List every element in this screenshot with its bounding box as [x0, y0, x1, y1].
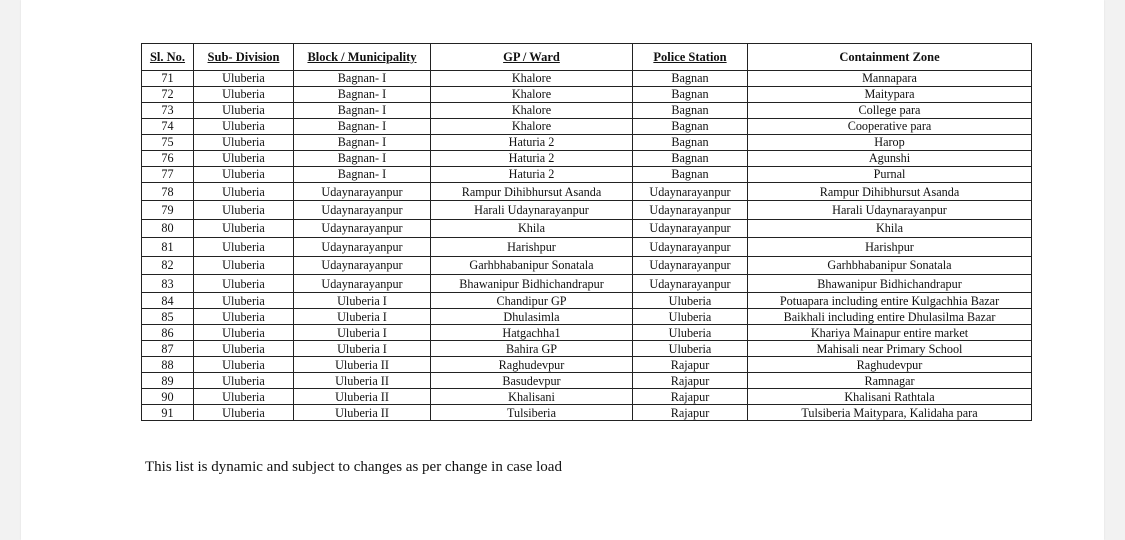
- cell-sub-division: Uluberia: [194, 373, 294, 389]
- cell-sub-division: Uluberia: [194, 119, 294, 135]
- cell-block: Bagnan- I: [294, 151, 431, 167]
- cell-containment-zone: Mannapara: [748, 71, 1032, 87]
- table-row: [142, 293, 1032, 309]
- cell-gp-ward: Khila: [431, 219, 633, 237]
- cell-police-station: Udaynarayanpur: [633, 183, 748, 201]
- cell-gp-ward: Harali Udaynarayanpur: [431, 201, 633, 219]
- cell-gp-ward: Hatgachha1: [431, 325, 633, 341]
- cell-block: Udaynarayanpur: [294, 219, 431, 237]
- cell-sl-no: 86: [142, 325, 194, 341]
- cell-sl-no: 71: [142, 71, 194, 87]
- cell-gp-ward: Haturia 2: [431, 167, 633, 183]
- cell-sub-division: Uluberia: [194, 309, 294, 325]
- cell-block: Bagnan- I: [294, 119, 431, 135]
- cell-sl-no: 77: [142, 167, 194, 183]
- containment-zone-table: [141, 43, 1032, 421]
- cell-gp-ward: Garhbhabanipur Sonatala: [431, 256, 633, 274]
- cell-block: Udaynarayanpur: [294, 274, 431, 292]
- cell-police-station: Uluberia: [633, 341, 748, 357]
- cell-gp-ward: Tulsiberia: [431, 405, 633, 421]
- cell-gp-ward: Khalore: [431, 87, 633, 103]
- cell-police-station: Uluberia: [633, 309, 748, 325]
- cell-police-station: Bagnan: [633, 87, 748, 103]
- cell-police-station: Udaynarayanpur: [633, 238, 748, 256]
- cell-sub-division: Uluberia: [194, 167, 294, 183]
- cell-sl-no: 82: [142, 256, 194, 274]
- cell-block: Udaynarayanpur: [294, 238, 431, 256]
- cell-gp-ward: Khalore: [431, 119, 633, 135]
- cell-sl-no: 80: [142, 219, 194, 237]
- table-row: [142, 389, 1032, 405]
- cell-containment-zone: Bhawanipur Bidhichandrapur: [748, 274, 1032, 292]
- cell-police-station: Uluberia: [633, 325, 748, 341]
- cell-gp-ward: Raghudevpur: [431, 357, 633, 373]
- cell-block: Bagnan- I: [294, 103, 431, 119]
- footer-note: This list is dynamic and subject to changes as per change in case load: [145, 459, 562, 475]
- cell-block: Bagnan- I: [294, 135, 431, 151]
- cell-sl-no: 83: [142, 274, 194, 292]
- cell-sub-division: Uluberia: [194, 238, 294, 256]
- document-page: [21, 0, 1104, 540]
- cell-police-station: Rajapur: [633, 357, 748, 373]
- cell-sub-division: Uluberia: [194, 389, 294, 405]
- cell-gp-ward: Dhulasimla: [431, 309, 633, 325]
- cell-sl-no: 81: [142, 238, 194, 256]
- table-row: [142, 201, 1032, 219]
- table-row: [142, 357, 1032, 373]
- cell-containment-zone: Harali Udaynarayanpur: [748, 201, 1032, 219]
- cell-containment-zone: Baikhali including entire Dhulasilma Bazar: [748, 309, 1032, 325]
- cell-sub-division: Uluberia: [194, 405, 294, 421]
- cell-gp-ward: Rampur Dihibhursut Asanda: [431, 183, 633, 201]
- header-block: Block / Municipality: [294, 44, 431, 71]
- cell-sl-no: 90: [142, 389, 194, 405]
- table-row: [142, 238, 1032, 256]
- cell-block: Udaynarayanpur: [294, 201, 431, 219]
- cell-police-station: Rajapur: [633, 405, 748, 421]
- cell-sl-no: 72: [142, 87, 194, 103]
- cell-containment-zone: Raghudevpur: [748, 357, 1032, 373]
- cell-containment-zone: Rampur Dihibhursut Asanda: [748, 183, 1032, 201]
- header-containment-zone: Containment Zone: [748, 44, 1032, 71]
- table-row: [142, 119, 1032, 135]
- table-row: [142, 151, 1032, 167]
- table-row: [142, 274, 1032, 292]
- cell-gp-ward: Bhawanipur Bidhichandrapur: [431, 274, 633, 292]
- cell-gp-ward: Khalisani: [431, 389, 633, 405]
- cell-gp-ward: Harishpur: [431, 238, 633, 256]
- cell-block: Uluberia II: [294, 357, 431, 373]
- cell-police-station: Rajapur: [633, 373, 748, 389]
- cell-containment-zone: Tulsiberia Maitypara, Kalidaha para: [748, 405, 1032, 421]
- cell-sl-no: 78: [142, 183, 194, 201]
- table-row: [142, 405, 1032, 421]
- cell-containment-zone: Mahisali near Primary School: [748, 341, 1032, 357]
- cell-block: Udaynarayanpur: [294, 183, 431, 201]
- table-row: [142, 341, 1032, 357]
- table-row: [142, 183, 1032, 201]
- cell-sub-division: Uluberia: [194, 325, 294, 341]
- table-row: [142, 373, 1032, 389]
- cell-block: Uluberia II: [294, 405, 431, 421]
- cell-sub-division: Uluberia: [194, 219, 294, 237]
- cell-containment-zone: College para: [748, 103, 1032, 119]
- cell-gp-ward: Haturia 2: [431, 135, 633, 151]
- header-gp-ward: GP / Ward: [431, 44, 633, 71]
- cell-police-station: Udaynarayanpur: [633, 274, 748, 292]
- cell-block: Udaynarayanpur: [294, 256, 431, 274]
- table-body: [142, 71, 1032, 421]
- cell-sub-division: Uluberia: [194, 274, 294, 292]
- cell-police-station: Udaynarayanpur: [633, 201, 748, 219]
- cell-sl-no: 89: [142, 373, 194, 389]
- cell-police-station: Udaynarayanpur: [633, 256, 748, 274]
- cell-sub-division: Uluberia: [194, 87, 294, 103]
- cell-containment-zone: Harishpur: [748, 238, 1032, 256]
- cell-sl-no: 88: [142, 357, 194, 373]
- header-police-station: Police Station: [633, 44, 748, 71]
- cell-block: Bagnan- I: [294, 167, 431, 183]
- cell-sl-no: 91: [142, 405, 194, 421]
- cell-containment-zone: Maitypara: [748, 87, 1032, 103]
- cell-gp-ward: Bahira GP: [431, 341, 633, 357]
- cell-containment-zone: Potuapara including entire Kulgachhia Bazar: [748, 293, 1032, 309]
- cell-sub-division: Uluberia: [194, 293, 294, 309]
- cell-sl-no: 85: [142, 309, 194, 325]
- cell-police-station: Bagnan: [633, 167, 748, 183]
- cell-containment-zone: Purnal: [748, 167, 1032, 183]
- cell-gp-ward: Khalore: [431, 103, 633, 119]
- table-row: [142, 71, 1032, 87]
- cell-block: Bagnan- I: [294, 87, 431, 103]
- table-row: [142, 103, 1032, 119]
- cell-sub-division: Uluberia: [194, 151, 294, 167]
- cell-sl-no: 74: [142, 119, 194, 135]
- cell-sl-no: 76: [142, 151, 194, 167]
- cell-gp-ward: Chandipur GP: [431, 293, 633, 309]
- cell-sl-no: 84: [142, 293, 194, 309]
- cell-containment-zone: Harop: [748, 135, 1032, 151]
- cell-police-station: Bagnan: [633, 135, 748, 151]
- cell-police-station: Bagnan: [633, 103, 748, 119]
- cell-containment-zone: Khalisani Rathtala: [748, 389, 1032, 405]
- cell-block: Bagnan- I: [294, 71, 431, 87]
- cell-block: Uluberia I: [294, 293, 431, 309]
- header-row: [142, 44, 1032, 71]
- cell-sub-division: Uluberia: [194, 71, 294, 87]
- cell-containment-zone: Cooperative para: [748, 119, 1032, 135]
- header-sub-division: Sub- Division: [194, 44, 294, 71]
- cell-block: Uluberia I: [294, 325, 431, 341]
- table-row: [142, 135, 1032, 151]
- cell-gp-ward: Basudevpur: [431, 373, 633, 389]
- cell-sub-division: Uluberia: [194, 357, 294, 373]
- cell-block: Uluberia I: [294, 309, 431, 325]
- table-row: [142, 167, 1032, 183]
- cell-police-station: Rajapur: [633, 389, 748, 405]
- cell-sl-no: 75: [142, 135, 194, 151]
- table-row: [142, 309, 1032, 325]
- cell-sl-no: 87: [142, 341, 194, 357]
- cell-sl-no: 73: [142, 103, 194, 119]
- cell-sub-division: Uluberia: [194, 201, 294, 219]
- table-row: [142, 219, 1032, 237]
- cell-block: Uluberia II: [294, 373, 431, 389]
- cell-sl-no: 79: [142, 201, 194, 219]
- cell-containment-zone: Agunshi: [748, 151, 1032, 167]
- cell-block: Uluberia I: [294, 341, 431, 357]
- cell-police-station: Bagnan: [633, 71, 748, 87]
- cell-gp-ward: Khalore: [431, 71, 633, 87]
- cell-sub-division: Uluberia: [194, 256, 294, 274]
- cell-block: Uluberia II: [294, 389, 431, 405]
- table-row: [142, 325, 1032, 341]
- cell-police-station: Udaynarayanpur: [633, 219, 748, 237]
- cell-sub-division: Uluberia: [194, 341, 294, 357]
- cell-gp-ward: Haturia 2: [431, 151, 633, 167]
- cell-sub-division: Uluberia: [194, 183, 294, 201]
- cell-containment-zone: Garhbhabanipur Sonatala: [748, 256, 1032, 274]
- cell-sub-division: Uluberia: [194, 135, 294, 151]
- cell-containment-zone: Khila: [748, 219, 1032, 237]
- cell-police-station: Bagnan: [633, 119, 748, 135]
- cell-containment-zone: Ramnagar: [748, 373, 1032, 389]
- header-sl-no: Sl. No.: [142, 44, 194, 71]
- table-row: [142, 256, 1032, 274]
- cell-police-station: Uluberia: [633, 293, 748, 309]
- cell-sub-division: Uluberia: [194, 103, 294, 119]
- cell-containment-zone: Khariya Mainapur entire market: [748, 325, 1032, 341]
- cell-police-station: Bagnan: [633, 151, 748, 167]
- table-row: [142, 87, 1032, 103]
